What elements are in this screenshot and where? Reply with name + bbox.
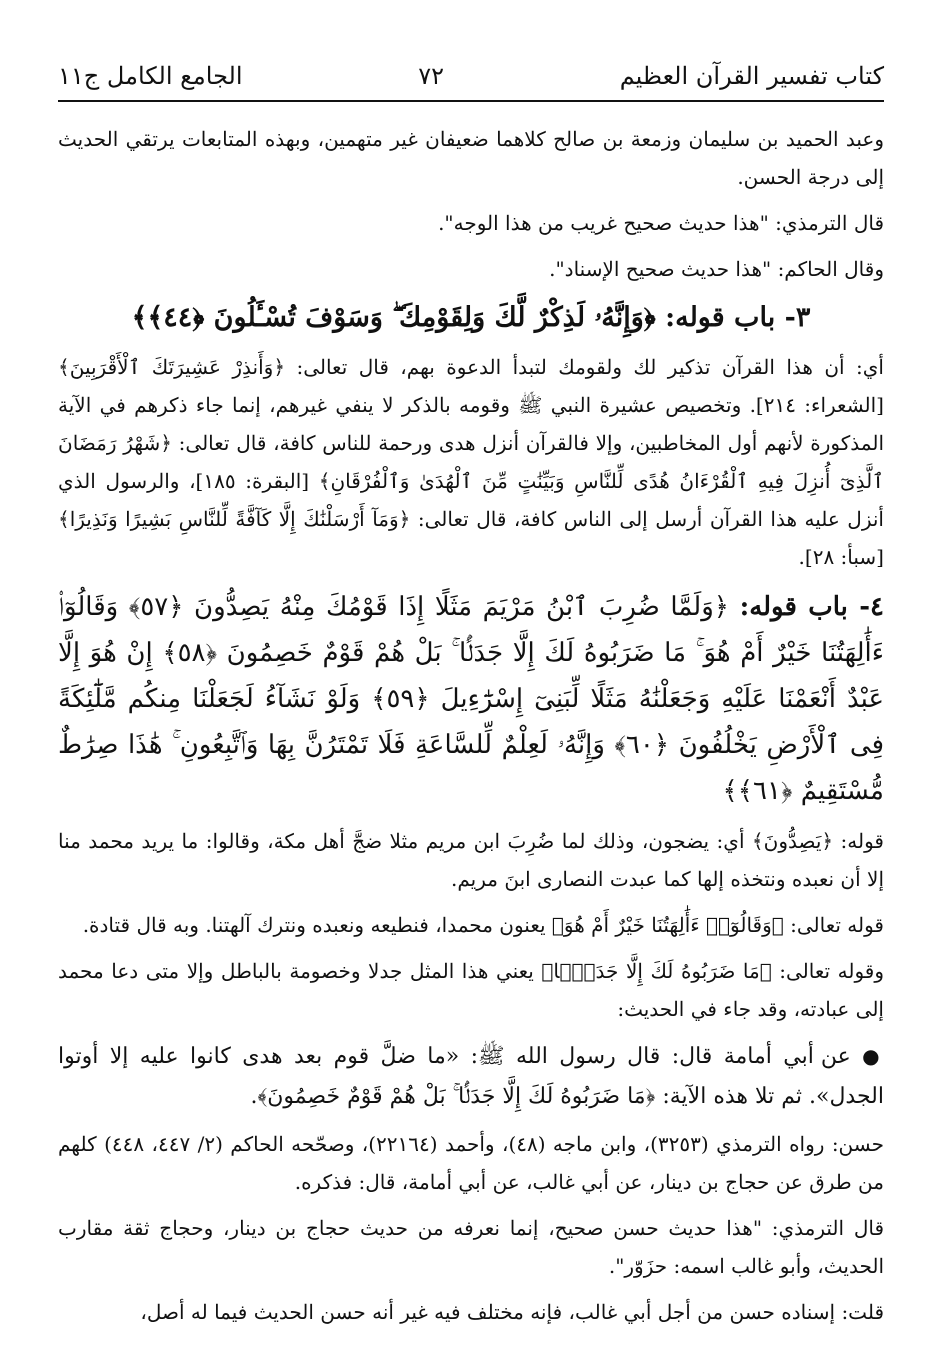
- chapter-label: ٣- باب قوله:: [665, 302, 811, 333]
- page-number: ٧٢: [418, 62, 445, 90]
- takhrij-paragraph: حسن: رواه الترمذي (٣٢٥٣)، وابن ماجه (٤٨)، وأحمد (٢٢١٦٤)، وصحّحه الحاكم (٢/ ٤٤٧، ٤٤٨) كلهم من طرق عن حجاج بن دينار، عن أبي غالب، عن أبي أمامة، قال: فذكره.: [58, 1132, 884, 1194]
- hakim-quote: وقال الحاكم: "هذا حديث صحيح الإسناد".: [549, 257, 884, 281]
- chapter-label: ٤- باب قوله:: [739, 592, 885, 622]
- author-note: قلت: إسناده حسن من أجل أبي غالب، فإنه مختلف فيه غير أنه حسن الحديث فيما له أصل،: [140, 1300, 884, 1324]
- quran-verse: ﴿وَإِنَّهُۥ لَذِكْرٌ لَّكَ وَلِقَوْمِكَ ۖ وَسَوْفَ تُسْـَٔلُونَ ﴿٤٤﴾﴾: [131, 302, 656, 333]
- commentary-paragraph: قوله تعالى: ﴿وَقَالُوٓا۟ ءَأَٰلِهَتُنَا خَيْرٌ أَمْ هُوَ﴾ يعنون محمدا، فنطيعه ونعبده ونترك آلهتنا. وبه قال قتادة.: [82, 913, 884, 937]
- commentary-paragraph: قوله: ﴿يَصِدُّونَ﴾ أي: يضجون، وذلك لما ضُرِبَ ابن مريم مثلا ضجَّ أهل مكة، وقالوا: ما يريد محمد منا إلا أن نعبده ونتخذه إلها كما عبدت النصارى ابنَ مريم.: [58, 829, 884, 891]
- book-title: كتاب تفسير القرآن العظيم: [619, 62, 884, 90]
- commentary-paragraph: أي: أن هذا القرآن تذكير لك ولقومك لتبدأ الدعوة بهم، قال تعالى: ﴿وَأَنذِرْ عَشِيرَتَكَ ٱلْأَقْرَبِينَ﴾ [الشعراء: ٢١٤]. وتخصيص عشيرة النبي ﷺ وقومه بالذكر لا ينفي غيرهم، إنما جاء ذكرهم في الآية المذكورة لأنهم أول المخاطبين، وإلا فالقرآن أنزل هدى ورحمة للناس كافة، قال تعالى: ﴿شَهْرُ رَمَضَانَ ٱلَّذِىٓ أُنزِلَ فِيهِ ٱلْقُرْءَانُ هُدًى لِّلنَّاسِ وَبَيِّنَٰتٍ مِّنَ ٱلْهُدَىٰ وَٱلْفُرْقَانِ﴾ [البقرة: ١٨٥]، والرسول الذي أنزل عليه هذا القرآن أرسل إلى الناس كافة، قال تعالى: ﴿وَمَآ أَرْسَلْنَٰكَ إِلَّا كَآفَّةً لِّلنَّاسِ بَشِيرًا وَنَذِيرًا﴾ [سبأ: ٢٨].: [58, 355, 884, 569]
- bullet-icon: ●: [862, 1044, 885, 1068]
- volume-label: الجامع الكامل ج١١: [58, 62, 243, 90]
- hadith-body: عن أبي أمامة قال: قال رسول الله ﷺ: «ما ضلَّ قوم بعد هدى كانوا عليه إلا أوتوا الجدل». ثم تلا هذه الآية: ﴿مَا ضَرَبُوهُ لَكَ إِلَّا جَدَلًۢا ۚ بَلْ هُمْ قَوْمٌ خَصِمُونَ﴾.: [58, 1044, 884, 1109]
- page-header: [58, 52, 884, 100]
- quran-verse: ﴿وَلَمَّا ضُرِبَ ٱبْنُ مَرْيَمَ مَثَلًا إِذَا قَوْمُكَ مِنْهُ يَصِدُّونَ ﴿٥٧﴾ وَقَالُوٓا۟ ءَأَٰلِهَتُنَا خَيْرٌ أَمْ هُوَ ۚ مَا ضَرَبُوهُ لَكَ إِلَّا جَدَلًۢا ۚ بَلْ هُمْ قَوْمٌ خَصِمُونَ ﴿٥٨﴾ إِنْ هُوَ إِلَّا عَبْدٌ أَنْعَمْنَا عَلَيْهِ وَجَعَلْنَٰهُ مَثَلًا لِّبَنِىٓ إِسْرَٰٓءِيلَ ﴿٥٩﴾ وَلَوْ نَشَآءُ لَجَعَلْنَا مِنكُم مَّلَٰٓئِكَةً فِى ٱلْأَرْضِ يَخْلُفُونَ ﴿٦٠﴾ وَإِنَّهُۥ لَعِلْمٌ لِّلسَّاعَةِ فَلَا تَمْتَرُنَّ بِهَا وَٱتَّبِعُونِ ۚ هَٰذَا صِرَٰطٌ مُّسْتَقِيمٌ ﴿٦١﴾﴾: [58, 592, 884, 806]
- chapter-heading-4: [58, 584, 884, 814]
- paragraph: وعبد الحميد بن سليمان وزمعة بن صالح كلاهما ضعيفان غير متهمين، وبهذه المتابعات يرتقي الحديث إلى درجة الحسن.: [58, 127, 884, 189]
- commentary-paragraph: وقوله تعالى: ﴿مَا ضَرَبُوهُ لَكَ إِلَّا جَدَلًۢا﴾ يعني هذا المثل جدلا وخصومة بالباطل وإلا متى دعا محمد إلى عبادته، وقد جاء في الحديث:: [58, 959, 884, 1021]
- tirmidhi-quote: قال الترمذي: "هذا حديث حسن صحيح، إنما نعرفه من حديث حجاج بن دينار، وحجاج ثقة مقارب الحديث، وأبو غالب اسمه: حزَوّر".: [58, 1216, 884, 1278]
- header-divider: [58, 100, 884, 102]
- page-body: [58, 120, 884, 1339]
- tirmidhi-quote: قال الترمذي: "هذا حديث صحيح غريب من هذا الوجه".: [438, 211, 884, 235]
- hadith-text: [58, 1036, 884, 1117]
- chapter-heading-3: [58, 296, 884, 340]
